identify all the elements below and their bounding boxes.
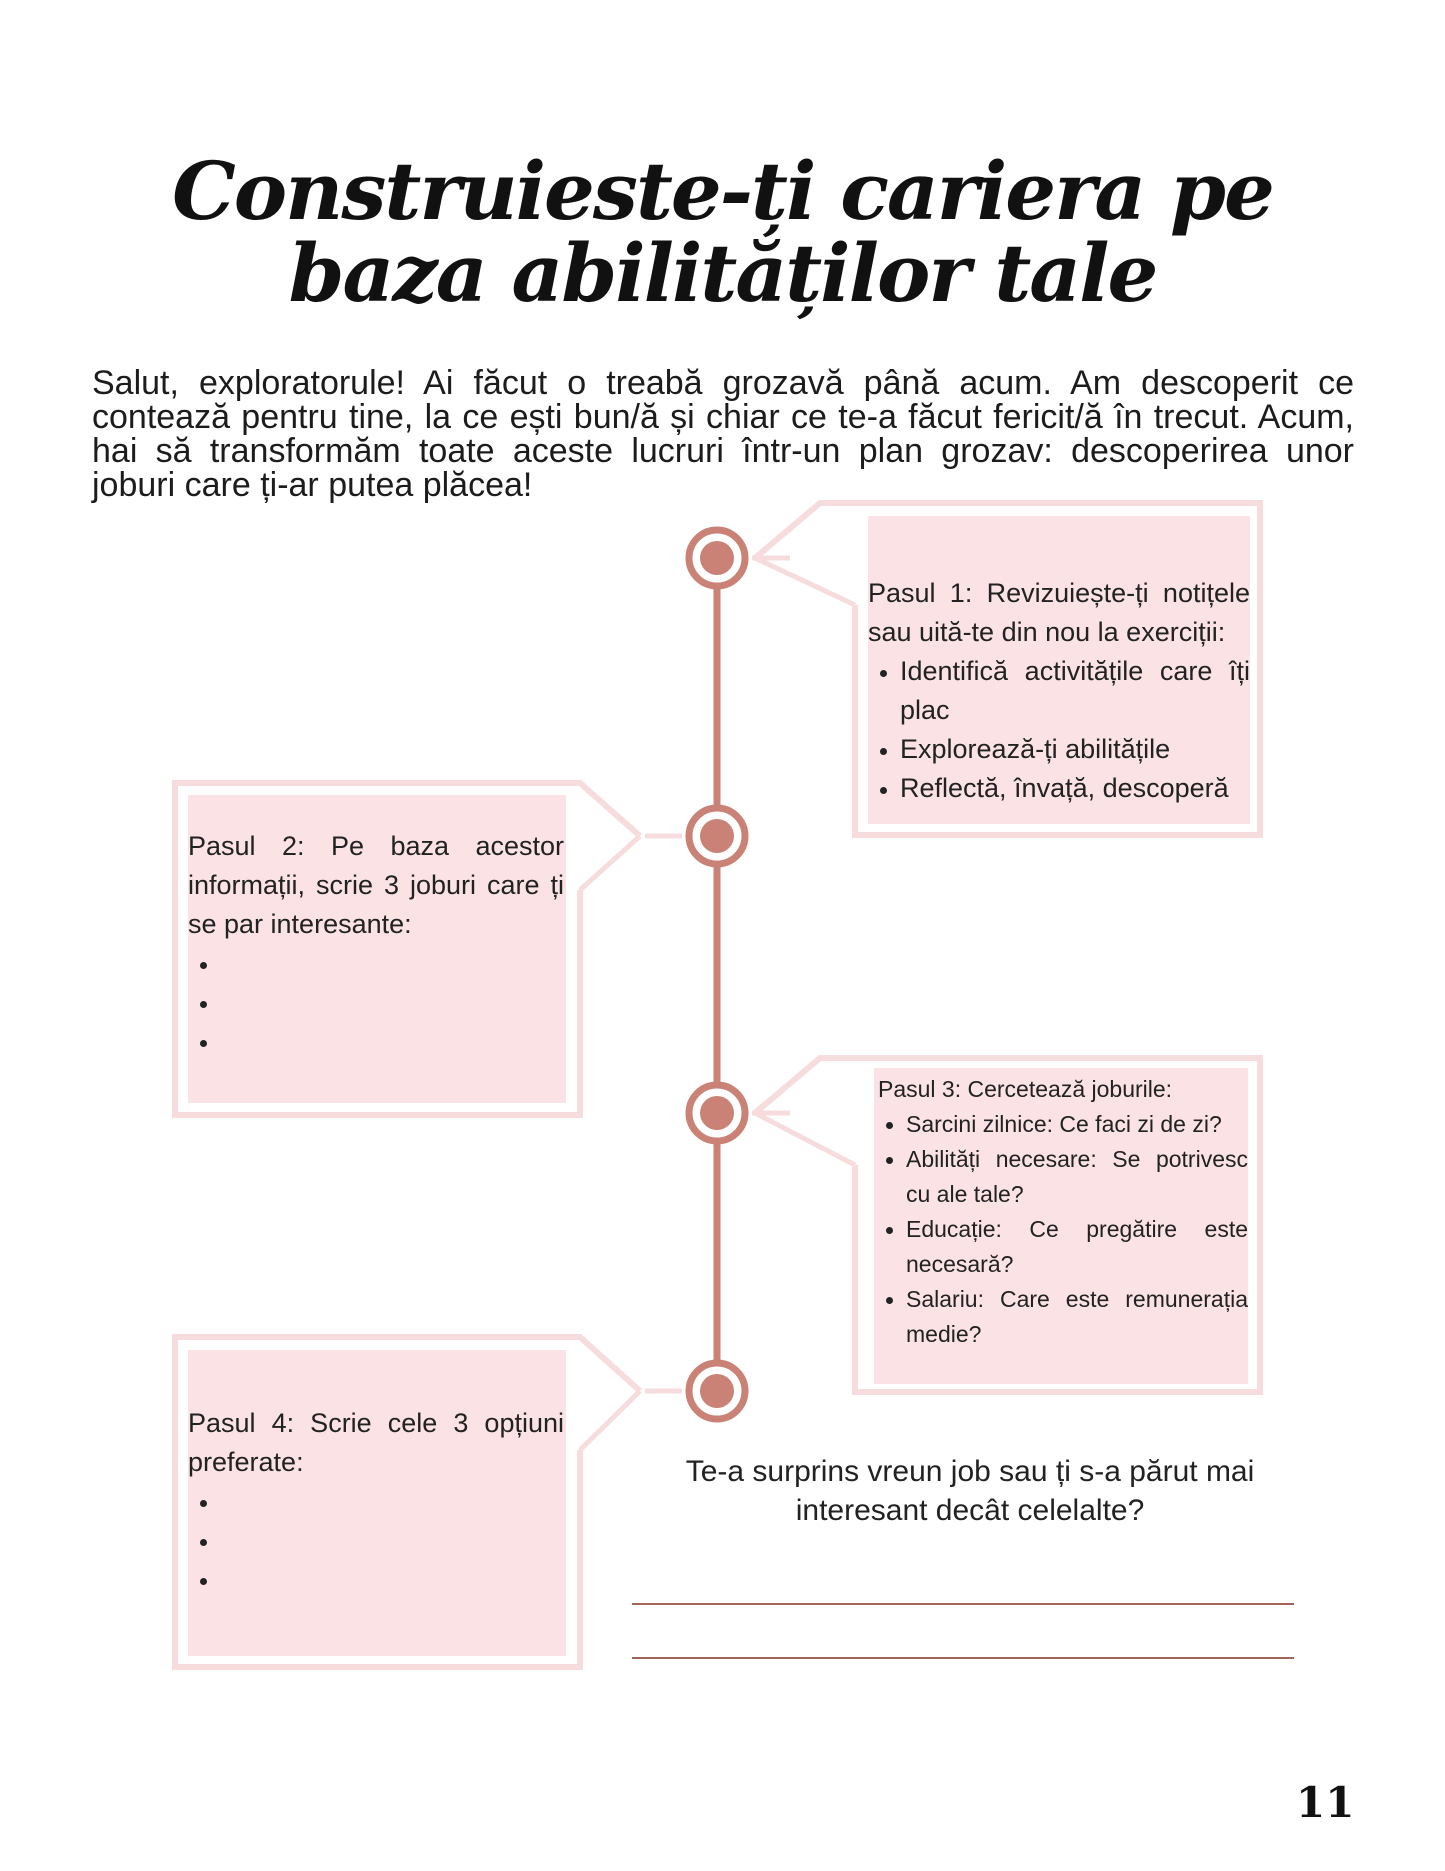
list-item	[220, 1482, 564, 1521]
step-1-card	[868, 516, 1250, 824]
step-1-list	[868, 652, 1250, 808]
list-item: • Sarcini zilnice: Ce faci zi de zi?	[906, 1107, 1248, 1142]
intro-paragraph: Salut, exploratorule! Ai făcut o treabă grozavă până acum. Am descoperit ce contează pentru tine, la ce ești bun/ă și chiar ce te-a făcut fericit/ă în trecut. Acum, hai să transformăm toate aceste lucruri într-un plan grozav: descoperirea unor joburi care ți-ar putea plăcea!	[92, 364, 1354, 504]
reflection-question: Te-a surprins vreun job sau ți s-a părut mai interesant decât celelalte?	[685, 1455, 1255, 1527]
timeline-node-1	[689, 530, 745, 586]
step-2-card	[188, 795, 566, 1103]
answer-line[interactable]	[632, 1657, 1294, 1659]
list-item: • Explorează-ți abilitățile	[900, 730, 1250, 769]
step-2-blank-list	[188, 944, 564, 1061]
step-3-list	[878, 1107, 1248, 1352]
step-1-heading: Pasul 1: Revizuiește-ți notițele sau uită-te din nou la exerciții:	[868, 578, 1250, 647]
step-4-blank-list	[188, 1482, 564, 1599]
list-item	[220, 1022, 564, 1061]
page-number: 11	[1296, 1778, 1355, 1827]
list-item: • Identifică activitățile care îți plac	[900, 652, 1250, 730]
timeline-node-2	[689, 808, 745, 864]
list-item: • Abilități necesare: Se potrivesc cu ale tale?	[906, 1142, 1248, 1212]
step-4-card	[188, 1350, 566, 1656]
list-item: • Reflectă, învață, descoperă	[900, 769, 1250, 808]
list-item	[220, 944, 564, 983]
list-item: • Salariu: Care este remunerația medie?	[906, 1282, 1248, 1352]
timeline-node-4	[689, 1363, 745, 1419]
list-item	[220, 1560, 564, 1599]
list-item	[220, 1521, 564, 1560]
list-item	[220, 983, 564, 1022]
page-title: Construieste-ți cariera pe baza abilităților tale	[172, 144, 1273, 320]
timeline-node-3	[689, 1085, 745, 1141]
step-4-heading: Pasul 4: Scrie cele 3 opțiuni preferate:	[188, 1408, 564, 1477]
answer-line[interactable]	[632, 1603, 1294, 1605]
step-2-heading: Pasul 2: Pe baza acestor informații, scrie 3 joburi care ți se par interesante:	[188, 831, 564, 939]
list-item: • Educație: Ce pregătire este necesară?	[906, 1212, 1248, 1282]
step-3-card	[874, 1068, 1248, 1384]
step-3-heading: Pasul 3: Cercetează joburile:	[878, 1076, 1173, 1102]
